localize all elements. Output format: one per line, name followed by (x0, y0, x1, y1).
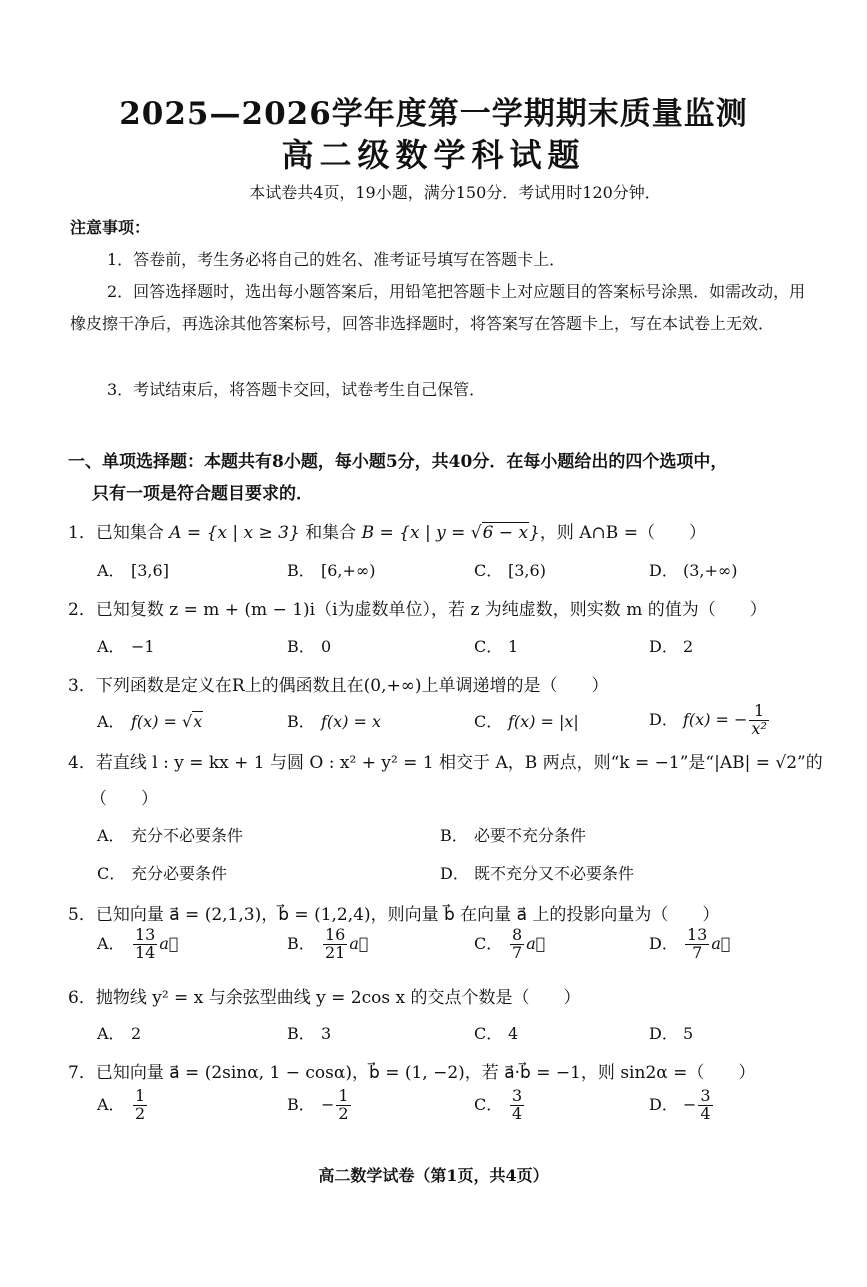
question-6 (68, 983, 580, 1008)
question-text: 若直线 l : y = kx + 1 与圆 O : x² + y² = 1 相交于 A，B 两点，则“k = −1”是“|AB| = √2”的 (95, 753, 823, 773)
fraction: $\frac{16}{21}$ (325, 925, 346, 962)
question-6-options (97, 1021, 737, 1057)
option-b: B． $\frac{16}{21}$ a⃗ (287, 925, 369, 962)
fraction: $\frac{13}{7}$ (687, 925, 708, 962)
exam-info: 本试卷共4页，19小题，满分150分．考试用时120分钟． (249, 183, 661, 202)
fraction: $\frac{8}{7}$ (512, 925, 523, 962)
option-c: C． [3,6) (474, 561, 546, 580)
sqrt-symbol: √ (470, 523, 482, 543)
question-1-options (97, 558, 737, 594)
fraction: $\frac{1}{2}$ (135, 1086, 146, 1123)
exam-subject-title: 高二级数学科试题 (281, 136, 586, 174)
option-b: B． [6,+∞) (287, 561, 376, 580)
question-text: 已知向量 a⃗ = (2,1,3)，b⃗ = (1,2,4)，则向量 b⃗ 在向量 a⃗ 上的投影向量为（ ） (95, 905, 720, 925)
option-b: B． 必要不充分条件 (440, 826, 587, 845)
option-d: D． 5 (649, 1024, 694, 1043)
option-c: C． 1 (474, 637, 519, 656)
notice-item-3: 3．考试结束后，将答题卡交回，试卷考生自己保管． (107, 380, 486, 399)
option-c: C． 4 (474, 1024, 519, 1043)
option-a: A． $\frac{1}{2}$ (97, 1086, 146, 1123)
option-d: D． (3,+∞) (649, 561, 738, 580)
section-heading-line-1: 一、单项选择题：本题共有8小题，每小题5分，共40分．在每小题给出的四个选项中， (68, 452, 728, 472)
question-text: 已知向量 a⃗ = (2sinα, 1 − cosα)，b⃗ = (1, −2)，若 a⃗·b⃗ = −1，则 sin2α =（ ） (95, 1063, 756, 1083)
option-c: C． $\frac{8}{7}$ a⃗ (474, 925, 546, 962)
question-3 (68, 671, 609, 696)
page-footer: 高二数学试卷（第1页，共4页） (318, 1166, 549, 1185)
option-a: A． [3,6] (97, 561, 169, 580)
question-3-options (97, 701, 767, 745)
question-number: 3． (68, 676, 96, 696)
option-c: C． 充分必要条件 (97, 864, 228, 883)
question-number: 2． (68, 600, 96, 620)
question-7-options (97, 1088, 737, 1142)
option-b: B． 0 (287, 637, 332, 656)
set-a-expression: A = {x | x ≥ 3} (169, 523, 300, 543)
fraction: $\frac{1}{\text{x²}}$ (751, 701, 767, 738)
question-text: 下列函数是定义在R上的偶函数且在(0,+∞)上单调递增的是（ ） (95, 676, 609, 696)
option-b: B． f(x) = x (287, 712, 382, 731)
question-4-bracket: （ ） (90, 789, 158, 809)
question-text: 和集合 (305, 523, 357, 543)
option-d: D． − $\frac{3}{4}$ (649, 1086, 711, 1123)
option-c: C． $\frac{3}{4}$ (474, 1086, 523, 1123)
option-d: D． f(x) = − $\frac{1}{\text{x²}}$ (649, 701, 767, 738)
question-1 (68, 518, 706, 543)
section-heading (68, 446, 808, 510)
question-4-options-row-1 (97, 823, 737, 859)
section-heading-line-2: 只有一项是符合题目要求的． (92, 484, 313, 504)
question-text: ，则 A∩B =（ ） (539, 523, 706, 543)
set-b-expression: B = {x | y = √6 − x} (361, 523, 540, 543)
question-5 (68, 900, 719, 925)
question-5-options (97, 927, 737, 973)
exam-title: 2025—2026学年度第一学期期末质量监测 (119, 96, 748, 132)
question-number: 5． (68, 905, 96, 925)
fraction: $\frac{13}{14}$ (135, 925, 156, 962)
question-number: 7． (68, 1063, 96, 1083)
notice-heading: 注意事项： (70, 218, 151, 237)
question-number: 1． (68, 523, 96, 543)
option-b: B． − $\frac{1}{2}$ (287, 1086, 349, 1123)
fraction: $\frac{1}{2}$ (338, 1086, 349, 1123)
option-d: D． 2 (649, 637, 694, 656)
question-number: 6． (68, 988, 96, 1008)
option-c: C． f(x) = |x| (474, 712, 579, 731)
question-text: 抛物线 y² = x 与余弦型曲线 y = 2cos x 的交点个数是（ ） (95, 988, 581, 1008)
question-2 (68, 595, 767, 620)
question-2-options (97, 634, 737, 670)
option-a: A． −1 (97, 637, 155, 656)
notice-item-2: 2．回答选择题时，选出每小题答案后，用铅笔把答题卡上对应题目的答案标号涂黑．如需改动，用橡皮擦干净后，再选涂其他答案标号，回答非选择题时，将答案写在答题卡上，写在本试卷上无效． (70, 282, 806, 333)
fraction: $\frac{3}{4}$ (700, 1086, 711, 1123)
option-b: B． 3 (287, 1024, 332, 1043)
question-text: 已知复数 z = m + (m − 1)i（i为虚数单位），若 z 为纯虚数，则实数 m 的值为（ ） (95, 600, 767, 620)
option-a: A． 充分不必要条件 (97, 826, 244, 845)
option-a: A． f(x) = √x (97, 712, 203, 731)
option-d: D． 既不充分又不必要条件 (440, 864, 635, 883)
option-d: D． $\frac{13}{7}$ a⃗ (649, 925, 731, 962)
question-4 (68, 748, 823, 773)
question-text: 已知集合 (95, 523, 164, 543)
notice-item-1: 1．答卷前，考生务必将自己的姓名、准考证号填写在答题卡上． (107, 250, 566, 269)
question-4-options-row-2 (97, 861, 737, 897)
option-a: A． $\frac{13}{14}$ a⃗ (97, 925, 179, 962)
question-7 (68, 1058, 755, 1083)
fraction: $\frac{3}{4}$ (512, 1086, 523, 1123)
option-a: A． 2 (97, 1024, 142, 1043)
question-number: 4． (68, 753, 96, 773)
